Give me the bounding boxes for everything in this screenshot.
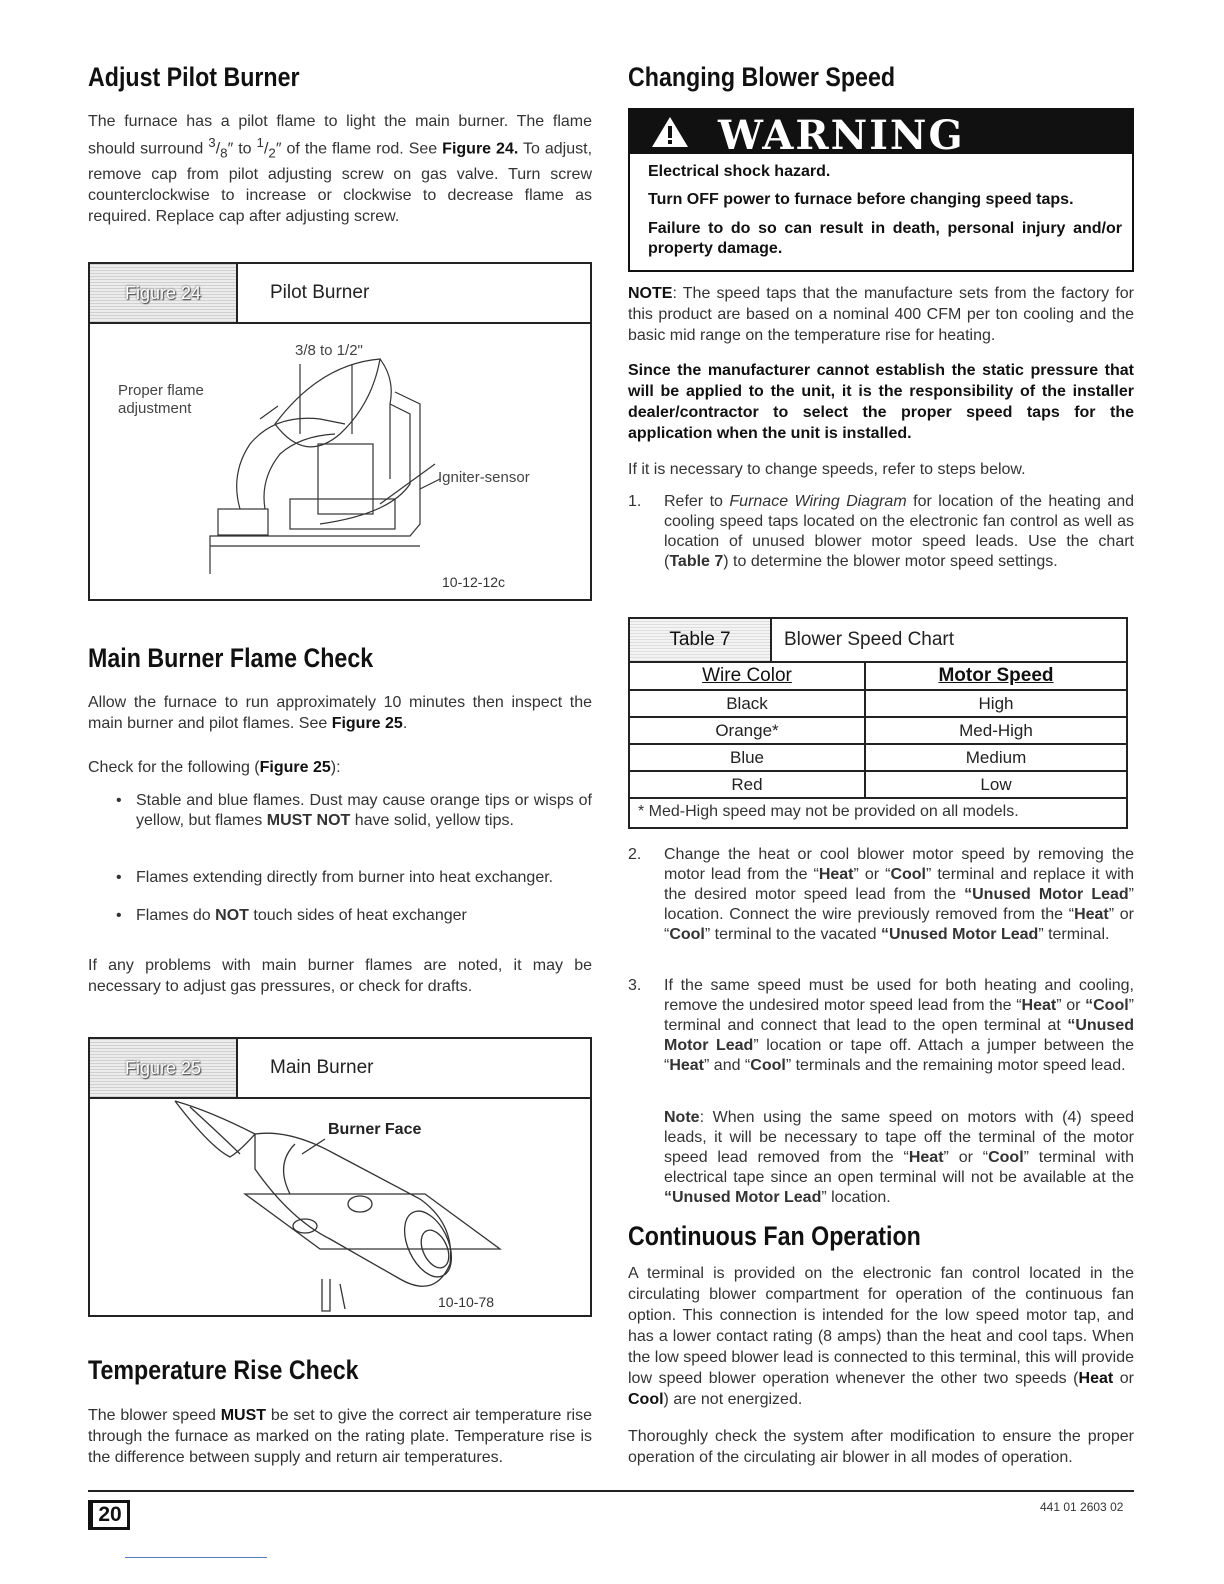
figure-24-code: 10-12-12c [442,574,506,590]
step-1: 1. Refer to Furnace Wiring Diagram for location of the heating and cooling speed taps located on the electronic fan control as well as location of unused blower motor speed leads. Use the chart (Table 7) to determine the blower motor speed settings. [628,493,1135,570]
pilot-burner-drawing [90,324,590,599]
figure-25 [88,1037,592,1317]
warning-line-1: Electrical shock hazard. [648,163,831,180]
figure-24-header [90,264,590,324]
document-number: 441 01 2603 02 [1040,1500,1124,1514]
step-3: 3. If the same speed must be used for both heating and cooling, remove the undesired motor speed lead from the “Heat” or “Cool” terminal and connect that lead to the open terminal at “Unused Motor Lead” location or tape off. Attach a jumper between the “Heat” and “Cool” terminals and the remaining motor speed lead. [628,977,1135,1074]
adjust-pilot-paragraph: The furnace has a pilot flame to light the main burner. The flame should surround $^3/_8''$ to $^1/_2''$ of the flame rod. See Figure 24. To adjust, remove cap from pilot adjusting screw on gas valve. Turn screw counterclockwise to increase or clockwise to decrease flame as required. Replace cap after adjusting screw. [88,113,593,225]
note-4-speed: Note: When using the same speed on motors with (4) speed leads, it will be necessary to tape off the terminal of the motor speed lead removed from the “Heat” or “Cool” terminal with electrical tape since an open terminal will not be available at the “Unused Motor Lead” location. [664,1109,1134,1206]
figure-25-header [90,1039,590,1099]
page-number: 20 [98,1503,122,1526]
step-2: 2. Change the heat or cool blower motor speed by removing the motor lead from the “Heat” or “Cool” terminal and replace it with the desired motor speed lead from the “Unused Motor Lead” location. Connect the wire previously removed from the “Heat” or “Cool” terminal to the vacated “Unused Motor Lead” terminal. [628,846,1135,943]
table-cell: Medium [965,748,1027,767]
table-row [630,691,1126,718]
heading-main-burner-flame-check: Main Burner Flame Check [88,643,374,673]
bullet-item-1: • Stable and blue flames. Dust may cause orange tips or wisps of yellow, but flames MUST NOT have solid, yellow tips. [116,792,592,829]
table-cell: Black [630,691,866,716]
step-3-number: 3. [628,977,642,994]
proper-flame-label-1: Proper flame [118,382,204,399]
table-footnote: * Med-High speed may not be provided on all models. [638,803,1019,820]
figure-25-tag: Figure 25 [90,1039,238,1097]
footer-rule [88,1490,1134,1492]
dimension-label: 3/8 to 1/2" [295,342,363,359]
warning-banner [630,110,1132,159]
proper-flame-label-2: adjustment [118,400,192,417]
main-burner-paragraph-1: Allow the furnace to run approximately 10 minutes then inspect the main burner and pilot flames. See Figure 25. [88,694,592,732]
burner-face-label: Burner Face [328,1121,422,1138]
table-7-grid [630,663,1126,825]
warning-line-2: Turn OFF power to furnace before changing speed taps. [648,191,1074,208]
main-burner-paragraph-2: Check for the following (Figure 25): [88,759,341,776]
warning-line-3: Failure to do so can result in death, personal injury and/or property damage. [648,220,1122,257]
column-header-wire-color: Wire Color [630,663,866,689]
table-cell: Red [630,772,866,797]
table-row [630,772,1126,799]
igniter-sensor-label: Igniter-sensor [438,469,530,486]
table-row [630,718,1126,745]
warning-word: WARNING [718,112,965,159]
note-paragraph: NOTE: The speed taps that the manufacture sets from the factory for this product are based on a nominal 400 CFM per ton cooling and the basic mid range on the temperature rise for heating. [628,285,1134,344]
table-cell: High [978,694,1014,713]
step-2-number: 2. [628,846,642,863]
figure-25-title: Main Burner [270,1057,374,1078]
heading-temperature-rise-check: Temperature Rise Check [88,1355,359,1385]
table-cell: Orange* [630,718,866,743]
temperature-rise-paragraph: The blower speed MUST be set to give the correct air temperature rise through the furnace as marked on the rating plate. Temperature rise is the difference between supply and return air temperatures. [88,1407,592,1466]
figure-24-tag: Figure 24 [90,264,238,322]
table-7-title: Blower Speed Chart [784,629,955,650]
main-burner-paragraph-3: If any problems with main burner flames are noted, it may be necessary to adjust gas pressures, or check for drafts. [88,957,592,995]
figure-25-code: 10-10-78 [438,1294,495,1310]
continuous-fan-paragraph-2: Thoroughly check the system after modification to ensure the proper operation of the circulating air blower in all modes of operation. [628,1428,1134,1466]
figure-24 [88,262,592,601]
warning-box [628,108,1134,272]
table-7 [628,617,1128,829]
responsibility-paragraph: Since the manufacturer cannot establish the static pressure that will be applied to the unit, it is the responsibility of the installer dealer/contractor to select the proper speed taps for the application when the unit is installed. [628,362,1134,442]
continuous-fan-paragraph-1: A terminal is provided on the electronic fan control located in the circulating blower compartment for operation of the continuous fan option. This connection is intended for the low speed motor tap, and has a lower contact rating (8 amps) than the heat and cool taps. When the low speed blower lead is connected to this terminal, this will provide low speed blower operation whenever the other two speeds (Heat or Cool) are not energized. [628,1265,1135,1408]
figure-24-title: Pilot Burner [270,282,370,303]
table-cell: Med-High [959,721,1033,740]
heading-changing-blower-speed: Changing Blower Speed [628,62,896,92]
heading-continuous-fan-operation: Continuous Fan Operation [628,1221,921,1251]
column-header-motor-speed: Motor Speed [938,665,1054,686]
warning-triangle-icon [650,114,690,150]
table-cell: Blue [630,745,866,770]
page-number-box [88,1500,130,1530]
if-necessary-paragraph: If it is necessary to change speeds, refer to steps below. [628,461,1026,478]
table-cell: Low [980,775,1012,794]
step-1-number: 1. [628,493,642,510]
bullet-item-2: • Flames extending directly from burner into heat exchanger. [116,869,554,886]
table-row [630,745,1126,772]
table-7-header [630,619,1126,663]
footer-link-line [125,1557,267,1558]
table-row-head [630,663,1126,691]
bullet-item-3: • Flames do NOT touch sides of heat exchanger [116,907,467,924]
heading-adjust-pilot-burner: Adjust Pilot Burner [88,62,300,92]
table-7-tag: Table 7 [630,619,772,661]
